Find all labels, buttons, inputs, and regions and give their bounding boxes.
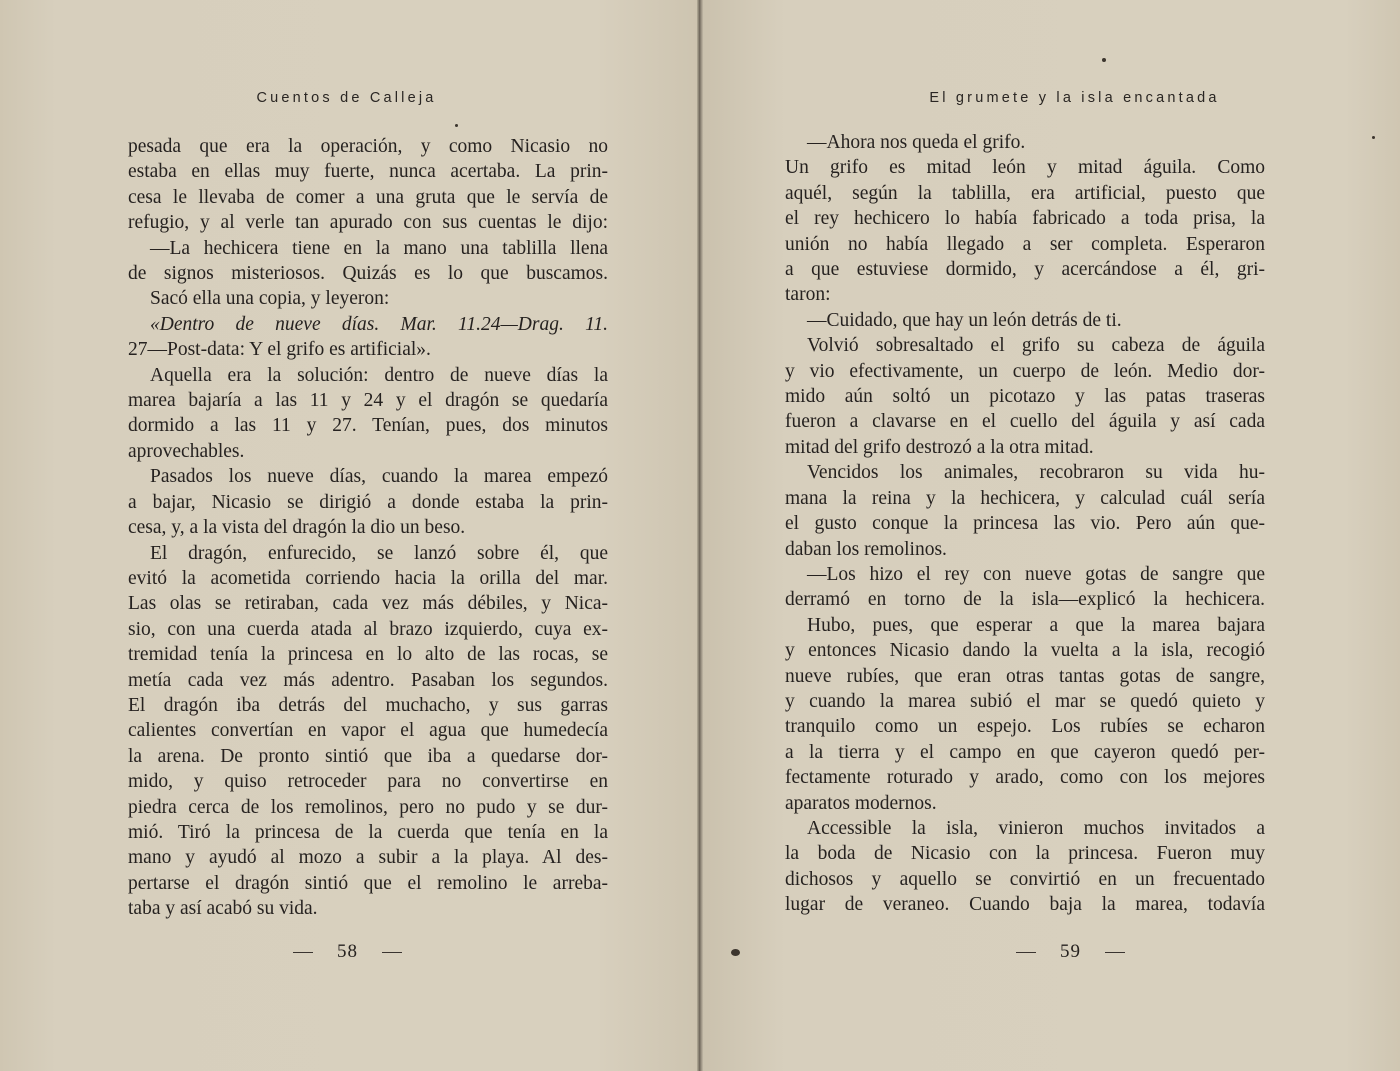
left-page-text	[128, 134, 608, 922]
text-line: la arena. De pronto sintió que iba a quedarse dor-	[128, 745, 608, 767]
right-page-text	[785, 130, 1265, 918]
paper-speck	[731, 949, 740, 956]
text-line: marea bajaría a las 11 y 24 y el dragón se quedaría	[128, 390, 608, 412]
text-line: El dragón, enfurecido, se lanzó sobre él, que	[150, 542, 608, 564]
folio-dash	[293, 952, 313, 953]
text-line: sio, con una cuerda atada al brazo izquierdo, cuya ex-	[128, 618, 608, 640]
text-line: mió. Tiró la princesa de la cuerda que tenía en la	[128, 821, 608, 843]
text-line: a la tierra y el campo en que cayeron quedó per-	[785, 741, 1265, 763]
text-line: dormido a las 11 y 27. Tenían, pues, dos minutos	[128, 415, 608, 437]
text-line: tranquilo como un espejo. Los rubíes se echaron	[785, 716, 1265, 738]
text-line: Sacó ella una copia, y leyeron:	[150, 288, 390, 310]
text-line: de signos misteriosos. Quizás es lo que buscamos.	[128, 263, 608, 285]
folio-dash	[382, 952, 402, 953]
text-line: 27—Post-data: Y el grifo es artificial».	[128, 339, 431, 361]
text-line: taba y así acabó su vida.	[128, 898, 318, 920]
text-line: fectamente roturado y arado, como con los mejores	[785, 767, 1265, 789]
text-line: fueron a clavarse en el cuello del águila y así cada	[785, 411, 1265, 433]
text-line: Volvió sobresaltado el grifo su cabeza de águila	[807, 335, 1265, 357]
text-line: Hubo, pues, que esperar a que la marea bajara	[807, 614, 1265, 636]
paper-speck	[1372, 136, 1375, 139]
running-head-left: Cuentos de Calleja	[256, 90, 437, 106]
text-line: y vio efectivamente, un cuerpo de león. Medio dor-	[785, 360, 1265, 382]
paper-speck	[1102, 58, 1106, 62]
text-line: Pasados los nueve días, cuando la marea empezó	[150, 466, 608, 488]
text-line: aquél, según la tablilla, era artificial, puesto que	[785, 182, 1265, 204]
page-number: 58	[337, 941, 358, 962]
text-line: evitó la acometida corriendo hacia la orilla del mar.	[128, 567, 608, 589]
text-line: el rey hechicero lo había fabricado a toda prisa, la	[785, 208, 1265, 230]
text-line: —Ahora nos queda el grifo.	[807, 132, 1026, 153]
left-page	[0, 0, 699, 1071]
text-line: —La hechicera tiene en la mano una tablilla llena	[150, 237, 608, 259]
text-line: mitad del grifo destrozó a la otra mitad.	[785, 436, 1094, 458]
right-page	[701, 0, 1400, 1071]
text-line: y entonces Nicasio dando la vuelta a la isla, recogió	[785, 640, 1265, 662]
text-line: Accessible la isla, vinieron muchos invitados a	[807, 817, 1265, 839]
text-line: aprovechables.	[128, 440, 245, 462]
book-gutter	[697, 0, 703, 1071]
text-line: el gusto conque la princesa las vio. Pero aún que-	[785, 513, 1265, 535]
text-line: pesada que era la operación, y como Nicasio no	[128, 136, 608, 157]
text-line: a que estuviese dormido, y acercándose a él, gri-	[785, 259, 1265, 281]
text-line: Vencidos los animales, recobraron su vida hu-	[807, 462, 1265, 484]
text-line: mido aún soltó un picotazo y las patas traseras	[785, 386, 1265, 408]
text-line: Un grifo es mitad león y mitad águila. Como	[785, 157, 1265, 179]
text-line: tremidad tenía la princesa en lo alto de las rocas, se	[128, 644, 608, 666]
text-line: calientes convertían en vapor el agua que humedecía	[128, 720, 608, 742]
folio-dash	[1105, 952, 1125, 953]
text-line: dichosos y aquello se convirtió en un frecuentado	[785, 868, 1265, 890]
text-line: «Dentro de nueve días. Mar. 11.24—Drag. 11.	[150, 313, 608, 335]
text-line: taron:	[785, 284, 831, 306]
text-line: Las olas se retiraban, cada vez más débiles, y Nica-	[128, 593, 608, 615]
text-line: cesa, y, a la vista del dragón la dio un beso.	[128, 517, 466, 539]
text-line: y cuando la marea subió el mar se quedó quieto y	[785, 690, 1265, 712]
text-line: mano y ayudó al mozo a subir a la playa. Al des-	[128, 847, 608, 869]
text-line: estaba en ellas muy fuerte, nunca acertaba. La prin-	[128, 161, 608, 183]
text-line: mana la reina y la hechicera, y calculad cuál sería	[785, 487, 1265, 509]
text-line: El dragón iba detrás del muchacho, y sus garras	[128, 694, 608, 716]
text-line: mido, y quiso retroceder para no convertirse en	[128, 771, 608, 793]
running-head-right: El grumete y la isla encantada	[929, 90, 1220, 106]
text-line: unión no había llegado a ser completa. Esperaron	[785, 233, 1265, 255]
text-line: —Los hizo el rey con nueve gotas de sangre que	[807, 563, 1265, 585]
text-line: Aquella era la solución: dentro de nueve días la	[150, 364, 608, 386]
page-number-left	[0, 941, 697, 963]
text-line: —Cuidado, que hay un león detrás de ti.	[807, 309, 1122, 331]
page-number: 59	[1060, 941, 1081, 962]
text-line: refugio, y al verle tan apurado con sus cuentas le dijo:	[128, 212, 608, 234]
text-line: a bajar, Nicasio se dirigió a donde estaba la prin-	[128, 491, 608, 513]
text-line: lugar de veraneo. Cuando baja la marea, todavía	[785, 894, 1265, 916]
text-line: pertarse el dragón sintió que el remolino le arreba-	[128, 872, 608, 894]
text-line: metía cada vez más adentro. Pasaban los segundos.	[128, 669, 608, 691]
text-line: cesa le llevaba de comer a una gruta que le servía de	[128, 186, 608, 208]
text-line: nueve rubíes, que eran otras tantas gotas de sangre,	[785, 665, 1265, 687]
page-number-right	[721, 941, 1400, 963]
text-line: piedra cerca de los remolinos, pero no pudo y se dur-	[128, 796, 608, 818]
paper-speck	[455, 124, 458, 127]
text-line: aparatos modernos.	[785, 792, 937, 814]
text-line: la boda de Nicasio con la princesa. Fueron muy	[785, 843, 1265, 865]
folio-dash	[1016, 952, 1036, 953]
text-line: daban los remolinos.	[785, 538, 947, 560]
text-line: derramó en torno de la isla—explicó la hechicera.	[785, 589, 1265, 611]
